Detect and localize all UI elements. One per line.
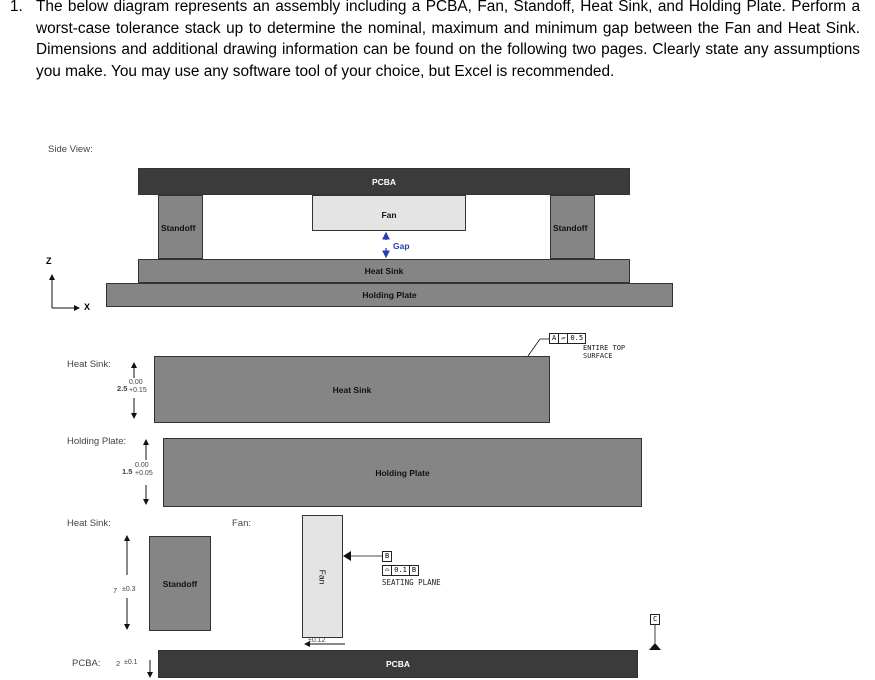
fan-datum-leader [343,551,382,561]
heat-sink-note-line1: ENTIRE TOP [583,344,626,352]
holding-plate-nominal: 1.5 [122,467,133,476]
standoff-part-label: Heat Sink: [67,518,111,529]
fan-fcf-value: 0.1 [392,566,410,575]
pcba-part-body-label: PCBA [385,659,411,669]
pcba-tolerance: ±0.1 [124,659,138,666]
side-view-holding-plate-label: Holding Plate [362,290,417,300]
fan-part-body-label: Fan [317,569,328,584]
heat-sink-part-label: Heat Sink: [67,359,111,370]
axis-z-label: Z [46,256,52,266]
heat-sink-note-line2: SURFACE [583,351,613,360]
pcba-nominal: 2 [116,659,121,668]
gap-label: Gap [393,241,410,251]
surface-profile-symbol-icon: ⌓ [383,566,392,575]
side-view-standoff-right-label: Standoff [553,223,588,233]
pcba-part-label: PCBA: [72,658,101,669]
fan-tolerance: ±0.12 [308,637,326,644]
heat-sink-flatness-leader [528,339,549,356]
fan-seating-plane-note: SEATING PLANE [382,578,441,587]
axis-x-label: X [84,302,91,312]
pcba-datum-c: C [653,615,658,623]
heat-sink-fcf-datum: A [550,334,559,343]
side-view-fan-label: Fan [381,210,397,220]
standoff-part-body-label: Standoff [162,578,198,589]
side-view-standoff-left-label: Standoff [161,223,196,233]
side-view-title: Side View: [48,144,93,155]
heat-sink-part-body-label: Heat Sink [332,384,372,395]
flatness-symbol-icon: ▱ [559,334,568,343]
standoff-nominal: 7 [113,586,118,595]
fan-datum-b: B [385,552,390,560]
problem-text: The below diagram represents an assembly including a PCBA, Fan, Standoff, Heat Sink, and Holding Plate. Perform a worst-case tolerance stack up to determine the nominal, maximum and minimum gap between the Fan and Heat Sink. Dimensions and additional drawing information can be found on the following two pages. Clearly state any assumptions you make. You may use any software tool of your choice, but Excel is recommended. [36,0,860,80]
fan-part-label: Fan: [232,518,252,529]
heat-sink-nominal: 2.5 [117,384,128,393]
axis-icon [52,275,79,308]
holding-plate-part-body-label: Holding Plate [375,467,430,478]
side-view-heat-sink-label: Heat Sink [364,266,404,276]
standoff-tolerance: ±0.3 [122,586,136,593]
heat-sink-tol-lower: +0.15 [129,387,147,394]
problem-number: 1. [10,0,23,15]
heat-sink-fcf-value: 0.5 [570,334,584,342]
fan-fcf-datum: B [411,566,417,574]
holding-plate-tol-lower: +0.05 [135,470,153,477]
heat-sink-tol-upper: 0.00 [129,379,143,386]
pcba-datum-leader [649,625,661,650]
side-view-pcba-label: PCBA [371,176,397,187]
holding-plate-tol-upper: 0.00 [135,462,149,469]
holding-plate-part-label: Holding Plate: [67,436,127,447]
